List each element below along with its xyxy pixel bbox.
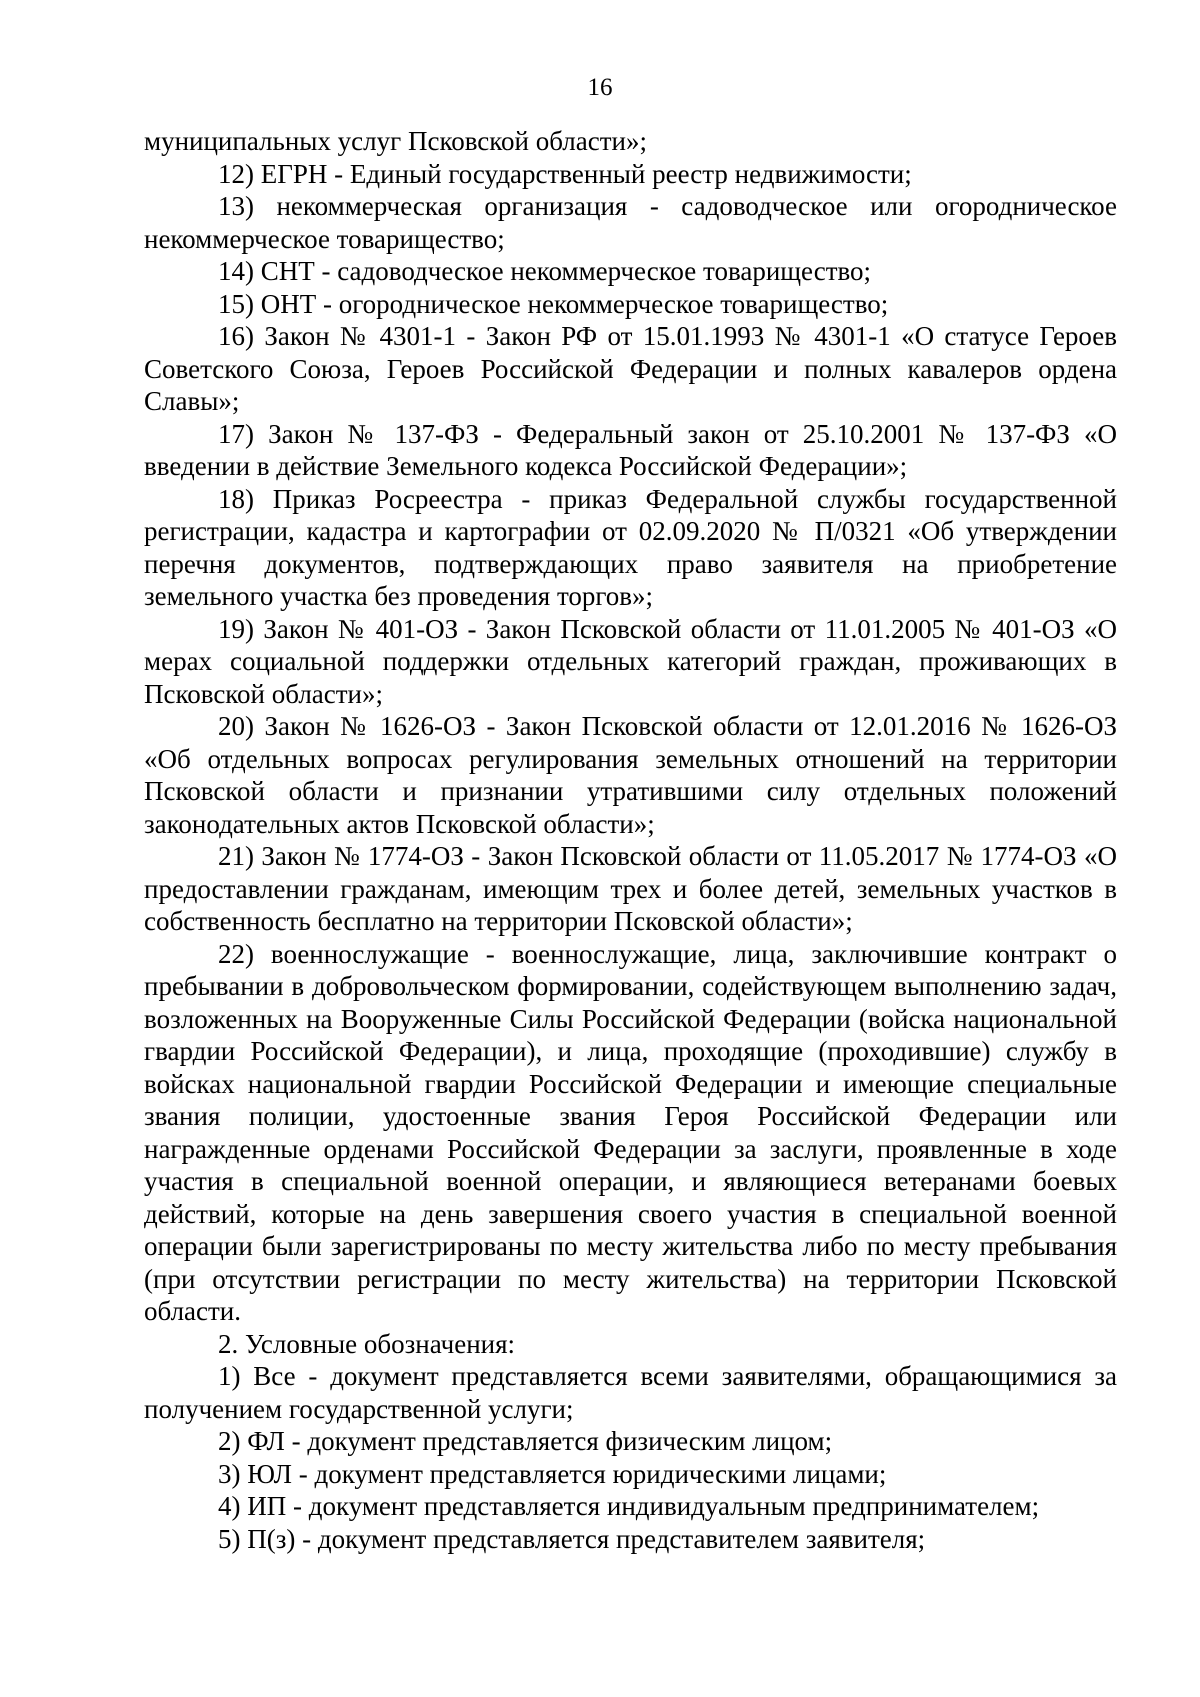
list-item-paragraph: 4) ИП - документ представляется индивидуальным предпринимателем; xyxy=(218,1491,1040,1521)
page-number: 16 xyxy=(587,74,613,101)
list-item-paragraph: 1) Все - документ представляется всеми заявителями, обращающимися за получением государственной услуги; xyxy=(144,1361,1117,1424)
list-item-paragraph: 2. Условные обозначения: xyxy=(218,1328,516,1359)
list-item-paragraph: 17) Закон № 137-ФЗ - Федеральный закон от 25.10.2001 № 137-ФЗ «О введении в действие Земельного кодекса Российской Федерации»; xyxy=(144,418,1117,481)
list-item-paragraph: 15) ОНТ - огородническое некоммерческое товарищество; xyxy=(218,288,889,319)
list-item-paragraph: 18) Приказ Росреестра - приказ Федеральной службы государственной регистрации, кадастра и картографии от 02.09.2020 № П/0321 «Об утверждении перечня документов, подтверждающих право заявителя на приобретение земельного участка без проведения торгов»; xyxy=(144,483,1117,611)
list-item-paragraph: 20) Закон № 1626-ОЗ - Закон Псковской области от 12.01.2016 № 1626-ОЗ «Об отдельных вопросах регулирования земельных отношений на территории Псковской области и признании утратившими силу отдельных положений законодательных актов Псковской области»; xyxy=(144,711,1117,839)
list-item-paragraph: 22) военнослужащие - военнослужащие, лица, заключившие контракт о пребывании в добровольческом формировании, содействующем выполнению задач, возложенных на Вооруженные Силы Российской Федерации (войска национальной гвардии Российской Федерации), и лица, проходящие (проходившие) службу в войсках национальной гвардии Российской Федерации и имеющие специальные звания полиции, удостоенные звания Героя Российской Федерации или награжденные орденами Российской Федерации за заслуги, проявленные в ходе участия в специальной военной операции, и являющиеся ветеранами боевых действий, которые на день завершения своего участия в специальной военной операции были зарегистрированы по месту жительства либо по месту пребывания (при отсутствии регистрации по месту жительства) на территории Псковской области. xyxy=(144,938,1117,1326)
list-item-paragraph: 3) ЮЛ - документ представляется юридическими лицами; xyxy=(218,1458,887,1489)
list-item-paragraph: 14) СНТ - садоводческое некоммерческое товарищество; xyxy=(218,256,872,286)
continuation-paragraph: муниципальных услуг Псковской области»; xyxy=(144,126,647,156)
list-item-paragraph: 13) некоммерческая организация - садоводческое или огородническое некоммерческое товарищество; xyxy=(144,191,1117,254)
list-item-paragraph: 2) ФЛ - документ представляется физическим лицом; xyxy=(218,1426,833,1456)
list-item-paragraph: 5) П(з) - документ представляется представителем заявителя; xyxy=(218,1523,926,1554)
list-item-paragraph: 21) Закон № 1774-ОЗ - Закон Псковской области от 11.05.2017 № 1774-ОЗ «О предоставлении гражданам, имеющим трех и более детей, земельных участков в собственность бесплатно на территории Псковской области»; xyxy=(144,841,1117,936)
document-body xyxy=(144,125,1117,1555)
list-item-paragraph: 19) Закон № 401-ОЗ - Закон Псковской области от 11.01.2005 № 401-ОЗ «О мерах социальной поддержки отдельных категорий граждан, проживающих в Псковской области»; xyxy=(144,613,1117,709)
list-item-paragraph: 16) Закон № 4301-1 - Закон РФ от 15.01.1993 № 4301-1 «О статусе Героев Советского Союза, Героев Российской Федерации и полных кавалеров ордена Славы»; xyxy=(144,321,1117,416)
list-item-paragraph: 12) ЕГРН - Единый государственный реестр недвижимости; xyxy=(218,158,912,189)
